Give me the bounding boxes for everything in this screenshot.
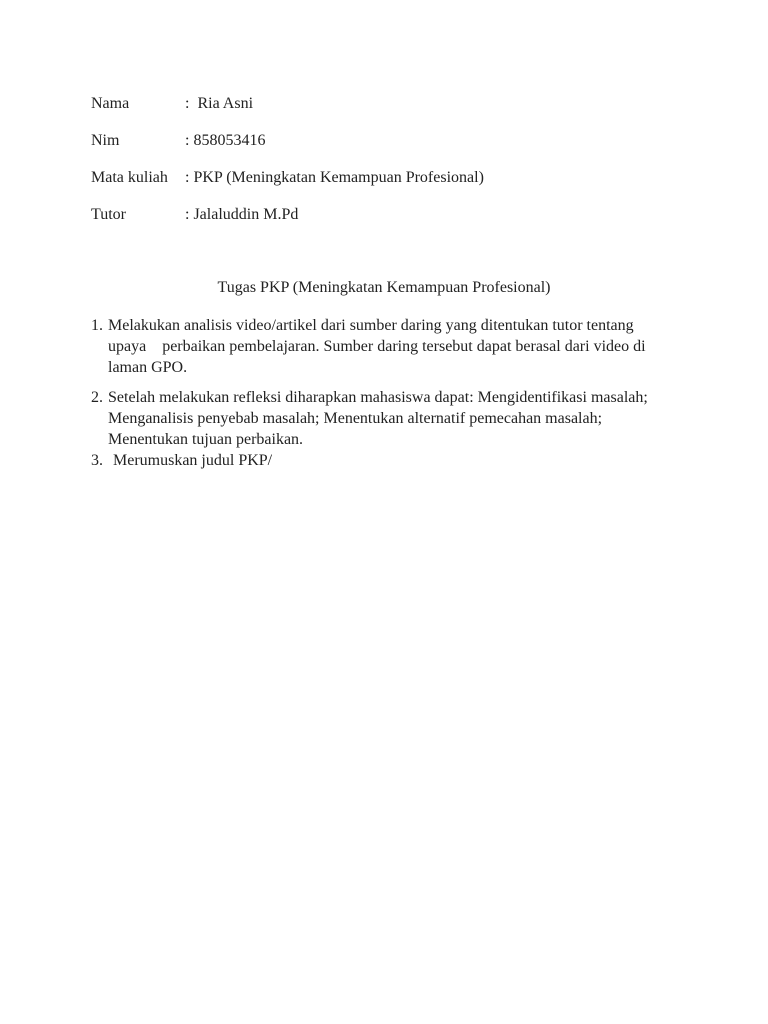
tutor-label: Tutor (91, 206, 126, 223)
task-item-text: Melakukan analisis video/artikel dari sumber daring yang ditentukan tutor tentang upaya perbaikan pembelajaran. Sumber daring tersebut dapat berasal dari video di laman GPO. (108, 317, 650, 376)
nim-label: Nim (91, 132, 120, 149)
task-list (91, 315, 671, 471)
task-item (91, 450, 671, 471)
nim-value: : 858053416 (185, 132, 266, 149)
task-title: Tugas PKP (Meningkatan Kemampuan Profesional) (217, 279, 551, 296)
task-item-text: Setelah melakukan refleksi diharapkan mahasiswa dapat: Mengidentifikasi masalah; Menganalisis penyebab masalah; Menentukan alternatif pemecahan masalah; Menentukan tujuan perbaikan. (108, 389, 648, 448)
tutor-value: : Jalaluddin M.Pd (185, 206, 299, 223)
info-row-nama (91, 93, 253, 115)
mata-kuliah-value: : PKP (Meningkatan Kemampuan Profesional) (185, 169, 484, 186)
task-item-number: 3. (91, 452, 103, 469)
task-item-text: Merumuskan judul PKP/ (113, 452, 273, 469)
task-item (91, 315, 671, 378)
info-row-mata-kuliah (91, 167, 484, 189)
task-item-number: 1. (91, 317, 103, 334)
mata-kuliah-label: Mata kuliah (91, 169, 168, 186)
nama-value: : Ria Asni (185, 95, 254, 112)
task-item (91, 387, 671, 450)
info-row-nim (91, 130, 265, 152)
nama-label: Nama (91, 95, 130, 112)
task-item-number: 2. (91, 389, 103, 406)
info-row-tutor (91, 204, 298, 226)
